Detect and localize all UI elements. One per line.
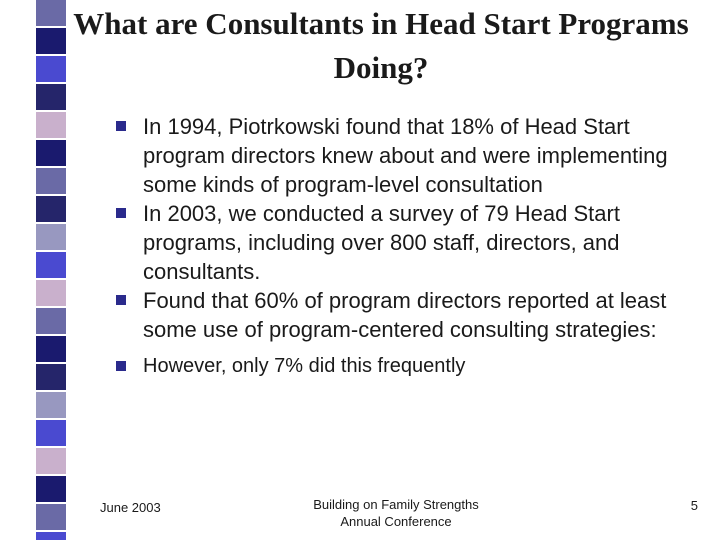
footer-conference-line1: Building on Family Strengths <box>313 497 479 512</box>
bullet-square-icon <box>116 295 126 305</box>
bullet-square-icon <box>116 361 126 371</box>
bullet-text: Found that 60% of program directors reported at least some use of program-centered consulting strategies: <box>143 288 667 342</box>
bullet-item <box>112 352 712 381</box>
footer-date: June 2003 <box>100 500 161 515</box>
bullet-item <box>112 286 712 344</box>
bullet-text: In 2003, we conducted a survey of 79 Head Start programs, including over 800 staff, directors, and consultants. <box>143 201 620 284</box>
bullet-item <box>112 112 712 199</box>
bullet-item <box>112 199 712 286</box>
slide-title: What are Consultants in Head Start Programs Doing? <box>73 6 689 85</box>
decorative-stripe <box>0 0 66 540</box>
footer-page-number: 5 <box>690 498 698 513</box>
bullet-list <box>112 112 712 381</box>
bullet-square-icon <box>116 208 126 218</box>
footer-conference-line2: Annual Conference <box>340 514 452 529</box>
bullet-text: In 1994, Piotrkowski found that 18% of Head Start program directors knew about and were implementing some kinds of program-level consultation <box>143 114 668 197</box>
footer-conference <box>296 496 496 530</box>
bullet-square-icon <box>116 121 126 131</box>
bullet-text: However, only 7% did this frequently <box>143 355 466 377</box>
